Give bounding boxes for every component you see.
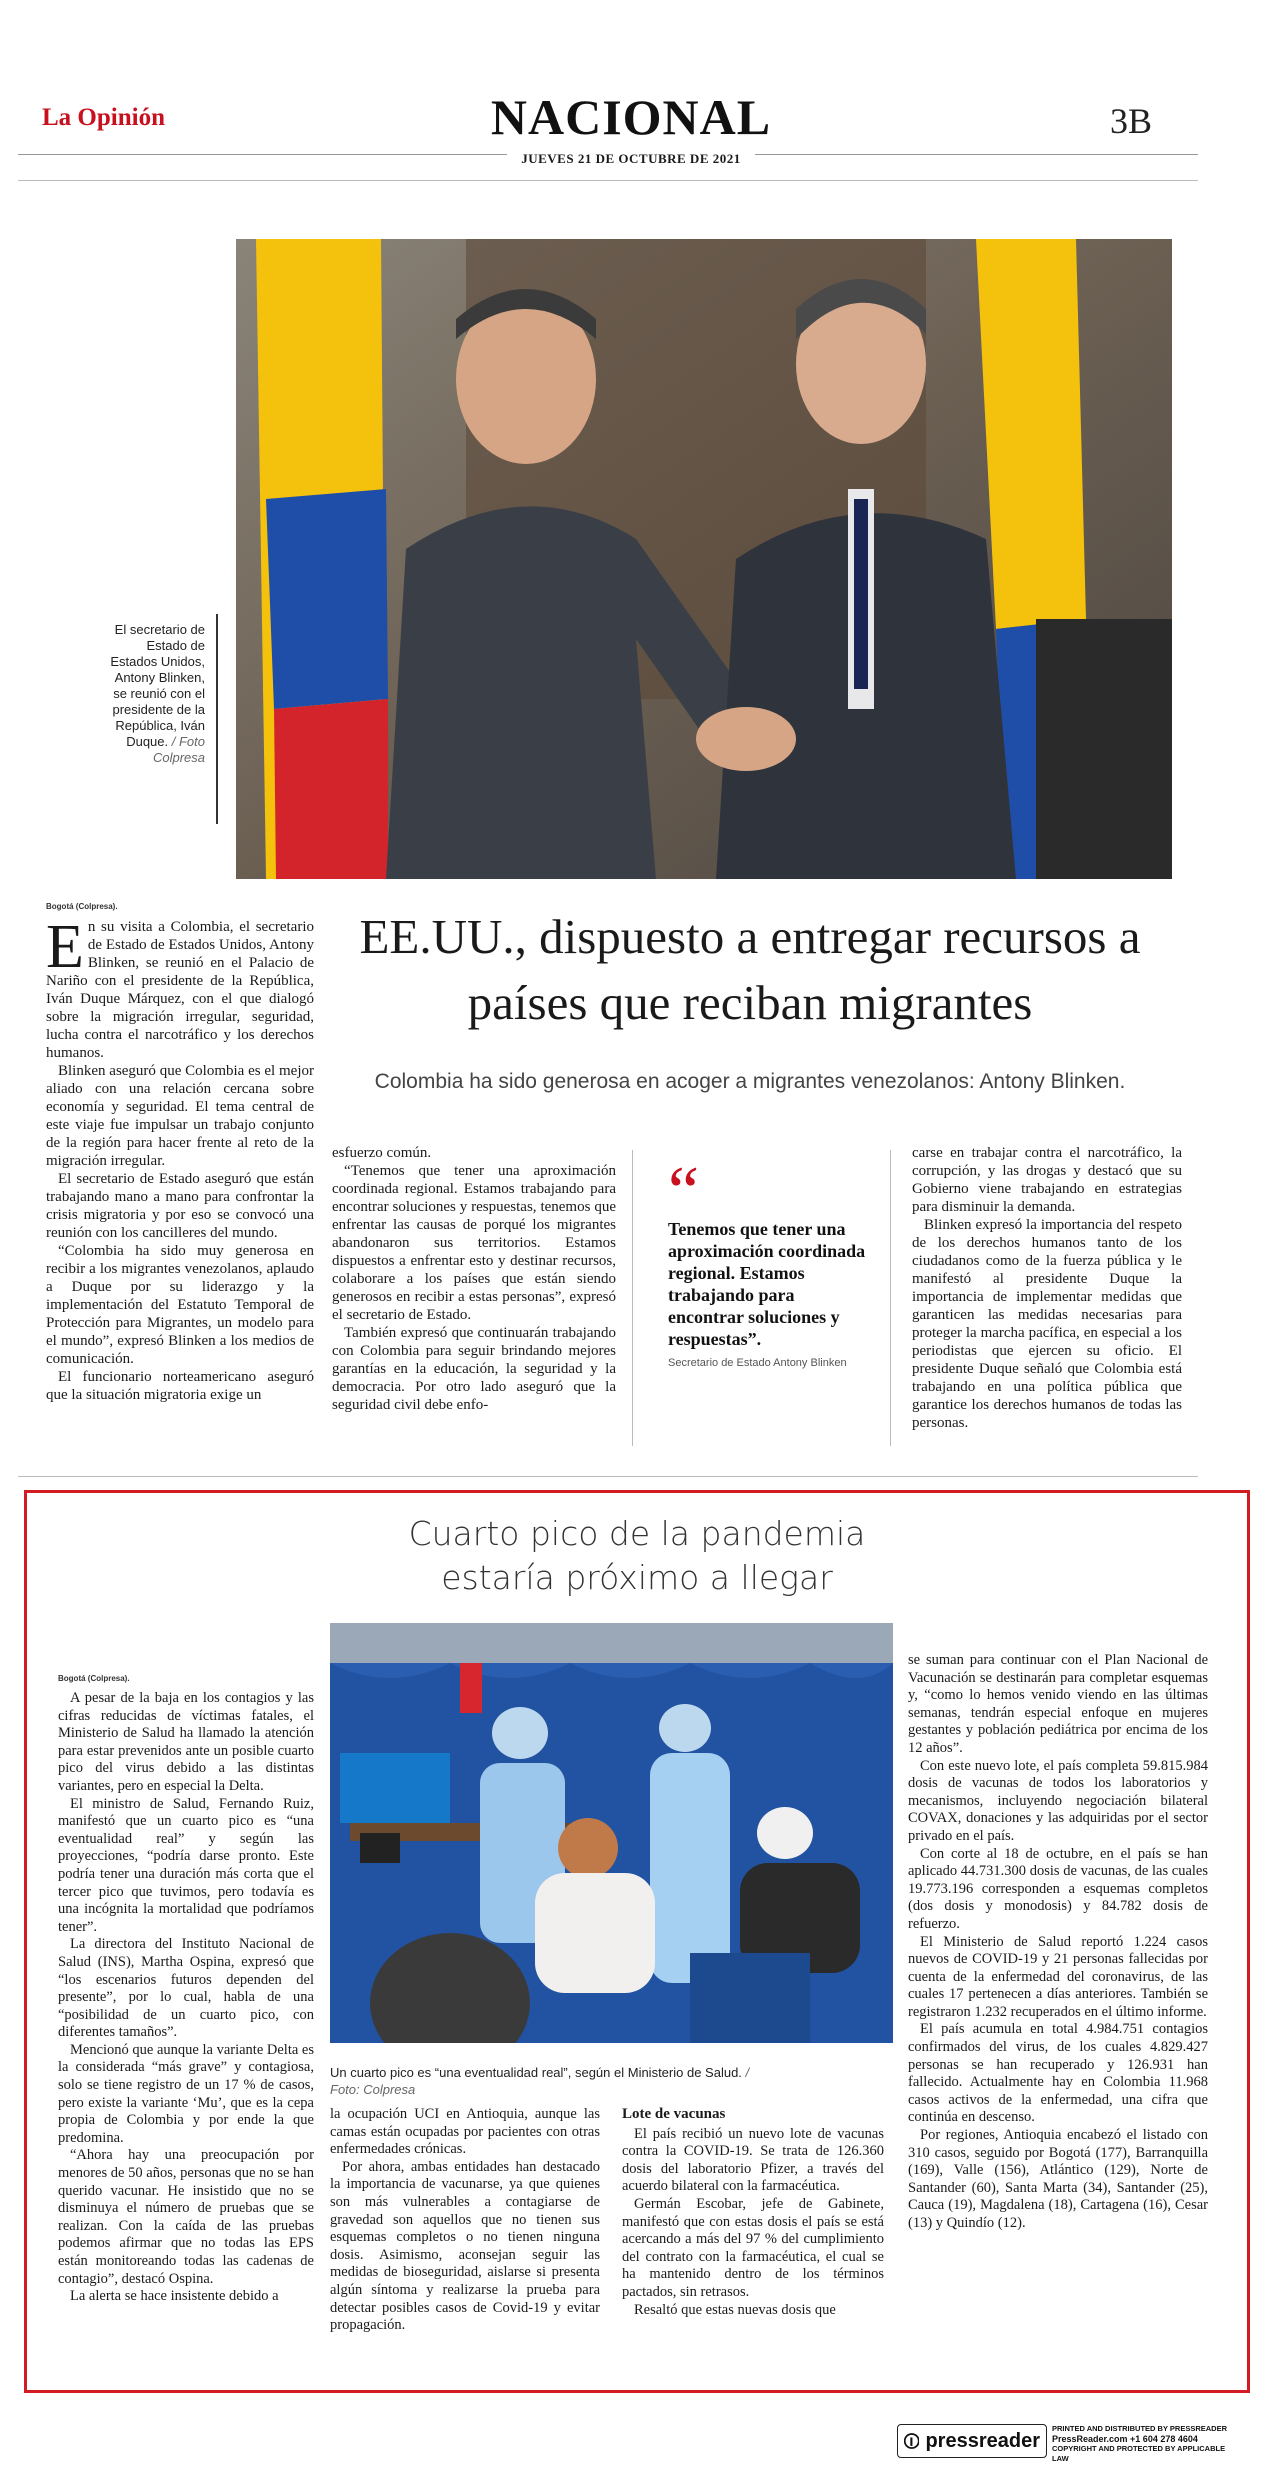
paragraph: El ministro de Salud, Fernando Ruiz, manifestó que un cuarto pico es “una eventualidad real” y según las proyecciones, “podría darse pronto. Este podría tener una duración más corta que el tercer pico que tuvimos, pero todavía es una incógnita la mortalidad que podríamos tener”. [58, 1795, 314, 1935]
paragraph: El Ministerio de Salud reportó 1.224 casos nuevos de COVID-19 y 21 personas fallecidas por cuenta de la enfermedad del coronavirus, de las cuales 17 pertenecen a días anteriores. También se registraron 1.232 recuperados en el último informe. [908, 1933, 1208, 2020]
paragraph: “Tenemos que tener una aproximación coordinada regional. Estamos trabajando para encontrar soluciones y respuestas, tenemos que enfrentar las causas de porqué los migrantes abandonaron sus territorios. Estamos dispuestos a enfrentar esto y destinar recursos, colaborare a los países que están siendo generosos en recibir a estas personas”, expresó el secretario de Estado. [332, 1163, 616, 1323]
paragraph: El país acumula en total 4.984.751 contagios confirmados del virus, de los cuales 4.829.427 personas se han recuperado y 126.931 han fallecido. Actualmente hay en Colombia 11.968 casos activos de la enfermedad, una cifra que continúa en descenso. [908, 2021, 1208, 2126]
paragraph: La alerta se hace insistente debido a [70, 2288, 279, 2305]
paragraph-text: n su visita a Colombia, el secretario de Estado de Estados Unidos, Antony Blinken, se reunió en el Palacio de Nariño con el presidente de la República, Iván Duque Márquez, con el que dialogó sobre la migración irregular, seguridad, lucha contra el narcotráfico y los derechos humanos. [46, 919, 314, 1061]
pull-quote [668, 1153, 868, 1370]
paragraph: “Ahora hay una preocupación por menores de 50 años, personas que no se han querido vacunar. He insistido que no se disminuya el número de pruebas que se realizan. Con la caída de las pruebas podemos afirmar que no todas las EPS están monitoreando todas las cadenas de contagio”, destacó Ospina. [58, 2147, 314, 2287]
notice-line: PRINTED AND DISTRIBUTED BY PRESSREADER [1052, 2424, 1228, 2433]
headline-line: Cuarto pico de la pandemia [408, 1514, 866, 1553]
paragraph: Resaltó que estas nuevas dosis que [634, 2301, 836, 2318]
quote-mark: “ [668, 1153, 700, 1230]
date-text: JUEVES 21 DE OCTUBRE DE 2021 [507, 151, 755, 166]
story2-column-4 [908, 1652, 1208, 2233]
quote-text: Tenemos que tener una aproximación coordinada regional. Estamos trabajando para encontrar soluciones y respuestas”. [668, 1219, 866, 1349]
paragraph: A pesar de la baja en los contagios y las cifras reducidas de víctimas fatales, el Ministerio de Salud ha llamado la atención para estar prevenidos ante un posible cuarto pico del virus debido a las distintas variantes, pero en especial la Delta. [58, 1690, 314, 1794]
paragraph: Blinken aseguró que Colombia es el mejor aliado con una relación cercana sobre economía y seguridad. El tema central de este viaje fue impulsar un trabajo conjunto de la región para hacer frente al reto de la migración irregular. [46, 1063, 314, 1169]
section-divider [18, 1476, 1198, 1477]
newspaper-brand: La Opinión [42, 104, 165, 131]
photo-credit: / Foto: Colpresa [330, 2065, 750, 2097]
caption-text: Un cuarto pico es “una eventualidad real”, según el Ministerio de Salud. [330, 2065, 742, 2080]
pressreader-notice [1052, 2424, 1232, 2464]
notice-line: PressReader.com +1 604 278 4604 [1052, 2434, 1198, 2444]
paragraph: La directora del Instituto Nacional de Salud (INS), Martha Ospina, expresó que “los escenarios futuros dependen del presente”, por lo cual, habla de una “posibilidad de un cuarto pico, con diferentes tamaños”. [58, 1936, 314, 2041]
story1-column-2 [332, 1144, 616, 1414]
notice-line: COPYRIGHT AND PROTECTED BY APPLICABLE LAW [1052, 2444, 1226, 2463]
paragraph: Germán Escobar, jefe de Gabinete, manifestó que con estas dosis el país se está acercando a más del 97 % del cumplimiento del contrato con la farmacéutica, el cual se ha mantenido dentro de los términos pactados, sin retrasos. [622, 2195, 884, 2300]
caption-text: El secretario de Estado de Estados Unidos, Antony Blinken, se reunió con el presidente de la República, Iván Duque. [110, 622, 205, 749]
paragraph: Blinken expresó la importancia del respeto de los derechos humanos tanto de los ciudadanos como de la fuerza pública y le manifestó al presidente Duque la importancia de implementar medidas que garanticen las medidas necesarias para proteger la marcha pacífica, en especial a los periodistas que ejercen su oficio. El presidente Duque señaló que Colombia está trabajando en una política pública que garantice los derechos humanos de todas las personas. [912, 1217, 1182, 1431]
photo-credit: / Foto Colpresa [152, 734, 205, 765]
story2-column-1 [58, 1690, 314, 2306]
quote-attribution: Secretario de Estado Antony Blinken [668, 1357, 847, 1369]
paragraph: El secretario de Estado aseguró que están trabajando mano a mano para confrontar la crisis migratoria y por eso se convocó una reunión con los cancilleres del mundo. [46, 1171, 314, 1241]
pressreader-logo [897, 2424, 1047, 2458]
column-rule [632, 1150, 633, 1446]
paragraph: Por regiones, Antioquia encabezó el listado con 310 casos, seguido por Bogotá (177), Barranquilla (169), Valle (156), Atlántico (129), Norte de Santander (60), Santa Marta (34), Santander (25), Cauca (19), Magdalena (18), Cartagena (16), Cesar (13) y Quindío (12). [908, 2127, 1208, 2231]
subheading-lote-de-vacunas: Lote de vacunas [622, 2106, 726, 2122]
paragraph: El funcionario norteamericano aseguró que la situación migratoria exige un [46, 1369, 314, 1403]
column-rule [890, 1150, 891, 1446]
caption-rule [216, 614, 218, 824]
header-rule-lower [18, 180, 1198, 181]
story2-headline [24, 1512, 1250, 1600]
lead-photo [236, 239, 1172, 879]
story1-column-1 [46, 913, 314, 1404]
paragraph: Con corte al 18 de octubre, en el país se han aplicado 44.731.300 dosis de vacunas, de las cuales 19.773.196 corresponden a esquemas completos (dos dosis y monodosis) y 84.782 dosis de refuerzo. [908, 1845, 1208, 1932]
vaccination-photo [330, 1623, 893, 2043]
vaccination-photo-caption [330, 2064, 750, 2098]
paragraph: Mencionó que aunque la variante Delta es la considerada “más grave” y contagiosa, solo se tiene registro de un 17 % de casos, pero existe la variante ‘Mu’, que es la cepa propia de Colombia y por ende la que predomina. [58, 2041, 314, 2146]
page-number: 3B [1110, 101, 1153, 141]
story1-column-4 [912, 1144, 1182, 1432]
lead-photo-illustration [236, 239, 1172, 879]
paragraph: esfuerzo común. [332, 1145, 432, 1161]
dateline [0, 148, 1262, 167]
paragraph: También expresó que continuarán trabajando con Colombia para seguir brindando mejores garantías en la educación, la seguridad y la democracia. Por otro lado aseguró que la seguridad civil debe enfo- [332, 1325, 616, 1413]
lead-photo-caption [100, 622, 205, 766]
drop-cap: E [46, 913, 84, 981]
story1-subhead: Colombia ha sido generosa en acoger a migrantes venezolanos: Antony Blinken. [374, 1070, 1126, 1093]
story1-c1-p0 [46, 913, 314, 1062]
story2-column-2 [330, 2106, 600, 2335]
paragraph: se suman para continuar con el Plan Nacional de Vacunación se destinarán para completar esquemas y, “como lo hemos venido viendo en las últimas semanas, tendrán especial enfoque en mujeres gestantes y población pediátrica por encima de los 12 años”. [908, 1652, 1208, 1756]
paragraph: la ocupación UCI en Antioquia, aunque las camas están ocupadas por pacientes con otras enfermedades crónicas. [330, 2106, 600, 2158]
pressreader-icon [904, 2430, 919, 2452]
paragraph: “Colombia ha sido muy generosa en recibir a los migrantes venezolanos, aplaudo a Duque por su liderazgo y la implementación del Estatuto Temporal de Protección para Migrantes, un modelo para el mundo”, expresó Blinken a los medios de comunicación. [46, 1243, 314, 1367]
vaccination-photo-illustration [330, 1623, 893, 2043]
story1-source: Bogotá (Colpresa). [46, 902, 118, 911]
paragraph: carse en trabajar contra el narcotráfico, la corrupción, y las drogas y destacó que su Gobierno viene trabajando en estrategias para disminuir la demanda. [912, 1145, 1182, 1215]
story1-headline: EE.UU., dispuesto a entregar recursos a países que reciban migrantes [359, 909, 1141, 1030]
pressreader-wordmark: pressreader [925, 2429, 1040, 2452]
headline-line: estaría próximo a llegar [441, 1558, 833, 1597]
paragraph: Por ahora, ambas entidades han destacado la importancia de vacunarse, ya que quienes son más vulnerables a contagiarse de gravedad son aquellos que no tienen sus esquemas completos o no tienen ninguna dosis. Asimismo, aconsejan seguir las medidas de bioseguridad, aislarse si presenta algún síntoma y realizarse la prueba para detectar posibles casos de Covid-19 y evitar propagación. [330, 2158, 600, 2334]
paragraph: El país recibió un nuevo lote de vacunas contra la COVID-19. Se trata de 126.360 dosis del laboratorio Pfizer, a través del acuerdo bilateral con la farmacéutica. [622, 2125, 884, 2195]
paragraph: Con este nuevo lote, el país completa 59.815.984 dosis de vacunas de todos los laboratorios y mecanismos, incluyendo negociación bilateral COVAX, donaciones y las adquiridas por el sector privado en el país. [908, 1757, 1208, 1844]
story2-source: Bogotá (Colpresa). [58, 1674, 130, 1683]
story2-column-3 [622, 2106, 884, 2319]
section-title: NACIONAL [490, 89, 772, 145]
